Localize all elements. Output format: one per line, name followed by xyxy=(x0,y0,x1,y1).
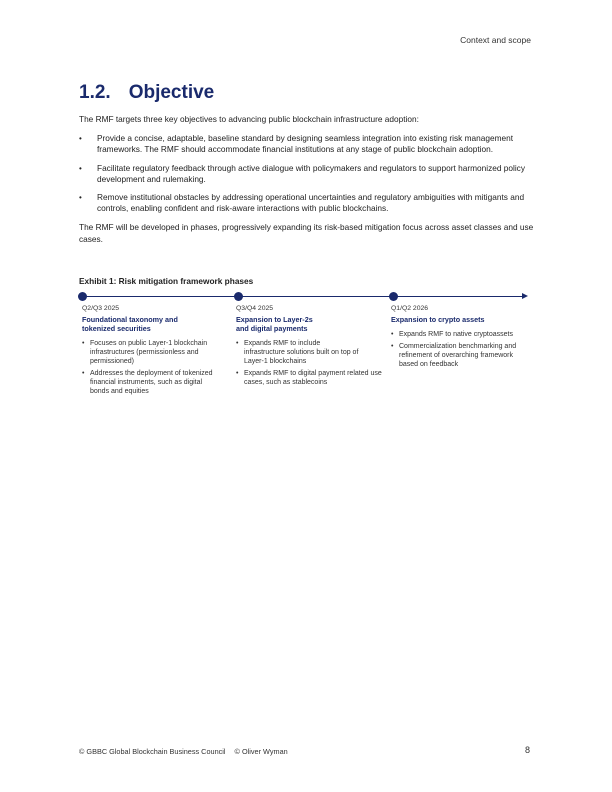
phase-column-2 xyxy=(236,305,386,390)
footer-copyright xyxy=(79,747,288,756)
phase-bullet: • Addresses the deployment of tokenized financial instruments, such as digital bonds and equities xyxy=(82,369,215,396)
section-heading xyxy=(79,82,214,104)
section-title: Objective xyxy=(128,82,215,103)
exhibit-title: Exhibit 1: Risk mitigation framework phases xyxy=(79,276,254,286)
section-number: 1.2. xyxy=(79,82,111,103)
phase-column-3 xyxy=(391,305,541,372)
closing-paragraph: The RMF will be developed in phases, progressively expanding its risk-based mitigation focus across asset classes and use cases. xyxy=(79,222,534,244)
phase-title: Expansion to crypto assets xyxy=(391,315,485,324)
phase-period: Q2/Q3 2025 xyxy=(82,305,120,312)
objective-item: • Facilitate regulatory feedback through active dialogue with policymakers and regulators to support harmonized policy development and rulemaking. xyxy=(79,163,539,185)
copyright-oliver-wyman: © Oliver Wyman xyxy=(234,747,288,756)
phase-title: Foundational taxonomy and tokenized securities xyxy=(82,315,178,333)
phase-bullets xyxy=(236,339,386,387)
phase-period: Q1/Q2 2026 xyxy=(391,305,429,312)
phase-period: Q3/Q4 2025 xyxy=(236,305,274,312)
phase-bullet: • Expands RMF to include infrastructure solutions built on top of Layer-1 blockchains xyxy=(236,339,362,366)
timeline-dot-icon xyxy=(78,292,87,301)
objectives-list xyxy=(79,133,539,214)
phase-bullet: • Expands RMF to digital payment related use cases, such as stablecoins xyxy=(236,369,384,387)
timeline-dot-icon xyxy=(389,292,398,301)
copyright-gbbc: © GBBC Global Blockchain Business Council xyxy=(79,747,226,756)
running-header: Context and scope xyxy=(460,35,531,45)
page-number: 8 xyxy=(524,745,530,755)
phase-bullet: • Commercialization benchmarking and refinement of overarching framework based on feedback xyxy=(391,342,527,369)
phase-bullets xyxy=(391,330,541,369)
timeline-dot-icon xyxy=(234,292,243,301)
body-text xyxy=(79,114,539,253)
objective-item: • Remove institutional obstacles by addressing operational uncertainties and regulatory ambiguities with mitigants and controls, enabling confident and risk-aware interactions with public blockchains. xyxy=(79,192,539,214)
intro-paragraph: The RMF targets three key objectives to advancing public blockchain infrastructure adoption: xyxy=(79,114,419,124)
phase-title: Expansion to Layer-2s and digital payments xyxy=(236,315,313,333)
timeline-line xyxy=(83,296,526,297)
objective-item: • Provide a concise, adaptable, baseline standard by designing seamless integration into existing risk management frameworks. The RMF should accommodate financial institutions at any stage of public blockchain adoption. xyxy=(79,133,539,155)
timeline-arrow-icon xyxy=(522,293,528,299)
phase-bullet: • Expands RMF to native cryptoassets xyxy=(391,330,539,339)
phase-bullet: • Focuses on public Layer-1 blockchain infrastructures (permissionless and permissioned) xyxy=(82,339,228,366)
phase-bullets xyxy=(82,339,232,396)
phase-column-1 xyxy=(82,305,232,399)
